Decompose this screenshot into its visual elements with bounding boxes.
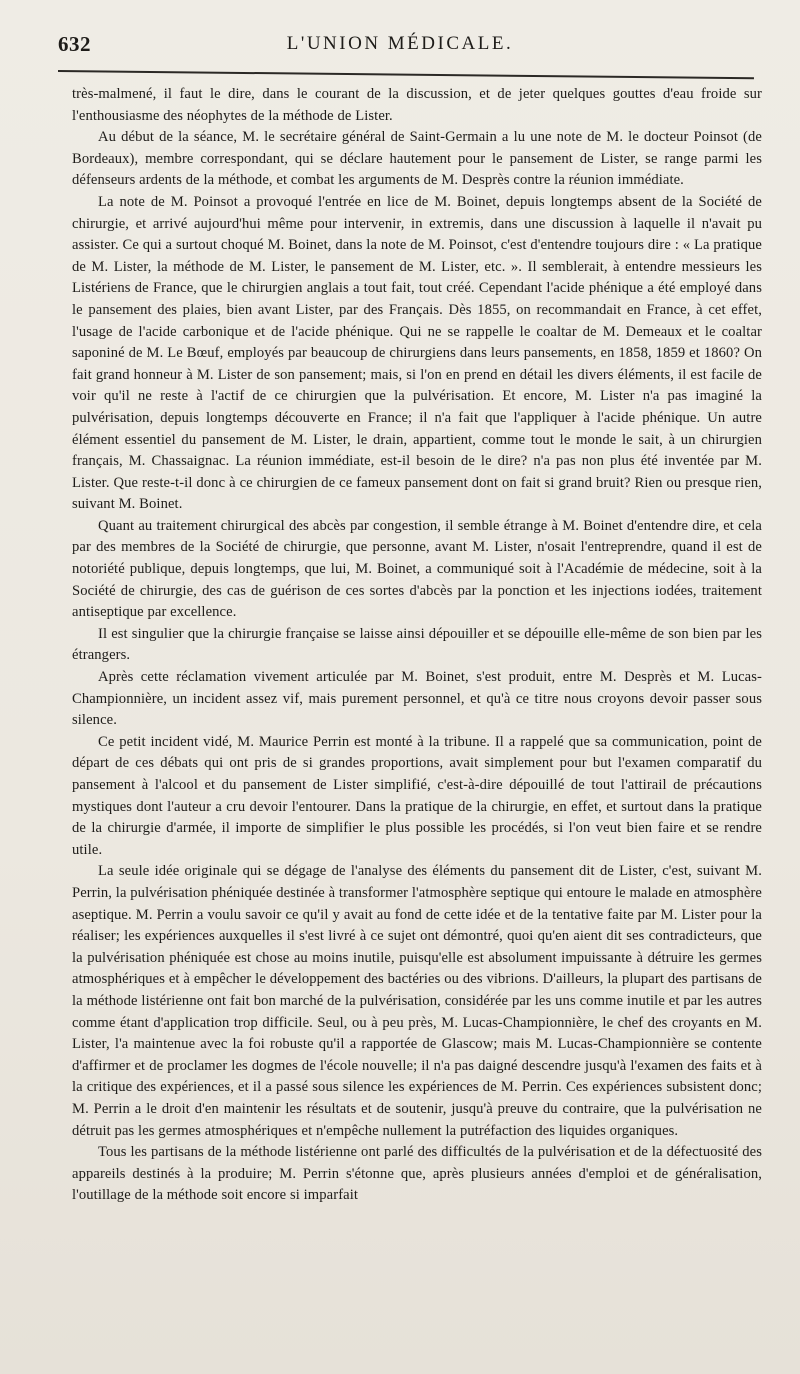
paragraph: La seule idée originale qui se dégage de l'analyse des éléments du pansement dit de Lister, c'est, suivant M. Perrin, la pulvérisation phéniquée destinée à transformer l'atmosphère septique qui entoure le malade en atmosphère aseptique. M. Perrin a voulu savoir ce qu'il y avait au fond de cette idée et de la tentative faite par M. Lister pour la réaliser; les expériences auxquelles il s'est livré à ce sujet ont démontré, quoi qu'en aient dit ses contradicteurs, que la pulvérisation phéniquée est chose au moins inutile, puisqu'elle est absolument impuissante à détruire les germes atmosphériques et à empêcher le développement des bactéries ou des vibrions. D'ailleurs, la plupart des partisans de la méthode listérienne ont fait bon marché de la pulvérisation, considérée par les uns comme inutile et par les autres comme étant d'application trop difficile. Seul, ou à peu près, M. Lucas-Championnière, le chef des croyants en M. Lister, l'a maintenue avec la foi robuste qu'il a rapportée de Glascow; mais M. Lucas-Championnière se contente d'affirmer et de proclamer les dogmes de l'école nouvelle; il n'a pas daigné descendre jusqu'à l'examen des faits et à la critique des expériences, et il a passé sous silence les expériences de M. Perrin. Ces expériences subsistent donc; M. Perrin a le droit d'en maintenir les résultats et de soutenir, jusqu'à preuve du contraire, que la pulvérisation ne détruit pas les germes atmosphériques et n'empêche nullement la putréfaction des liquides organiques. <box>72 863 762 1139</box>
running-head: L'UNION MÉDICALE. <box>286 33 514 54</box>
page-header <box>58 32 742 62</box>
page-number: 632 <box>58 32 91 56</box>
paragraph: La note de M. Poinsot a provoqué l'entrée en lice de M. Boinet, depuis longtemps absent de la Société de chirurgie, et arrivé aujourd'hui même pour intervenir, in extremis, dans une discussion à laquelle il n'avait pu assister. Ce qui a surtout choqué M. Boinet, dans la note de M. Poinsot, c'est d'entendre toujours dire : « La pratique de M. Lister, la méthode de M. Lister, le pansement de M. Lister, etc. ». Il semblerait, à entendre messieurs les Listériens de France, que le chirurgien anglais a tout fait, tout créé. Cependant l'acide phénique a été employé dans le pansement des plaies, bien avant Lister, par des Français. Dès 1855, on recommandait en France, à cet effet, l'usage de l'acide carbonique et de l'acide phénique. Qui ne se rappelle le coaltar de M. Demeaux et le coaltar saponiné de M. Le Bœuf, employés par beaucoup de chirurgiens dans leurs pansements, en 1858, 1859 et 1860? On fait grand honneur à M. Lister de son pansement; mais, si l'on en prend en détail les divers éléments, il est facile de voir qu'il ne reste à l'actif de ce chirurgien que la pulvérisation. Et encore, M. Lister n'a pas imaginé la pulvérisation, depuis longtemps découverte en France; il n'a fait que l'appliquer à l'acide phénique. Un autre élément essentiel du pansement de M. Lister, le drain, appartient, comme tout le monde le sait, à un chirurgien français, M. Chassaignac. La réunion immédiate, est-il besoin de le dire? n'a pas non plus été inventée par M. Lister. Que reste-t-il donc à ce chirurgien de ce fameux pansement dont on fait si grand bruit? Rien ou presque rien, suivant M. Boinet. <box>72 193 762 513</box>
paragraph: Il est singulier que la chirurgie française se laisse ainsi dépouiller et se dépouille elle-même de son bien par les étrangers. <box>72 625 762 664</box>
header-rule <box>58 70 754 79</box>
paragraph: Quant au traitement chirurgical des abcès par congestion, il semble étrange à M. Boinet d'entendre dire, et cela par des membres de la Société de chirurgie, que personne, avant M. Lister, n'osait l'entreprendre, quand il est de notoriété publique, depuis longtemps, que lui, M. Boinet, a communiqué soit à l'Académie de médecine, soit à la Société de chirurgie, des cas de guérison de ces sortes d'abcès par la ponction et les injections iodées, traitement antiseptique par excellence. <box>72 517 762 621</box>
article-body <box>72 84 762 1366</box>
paragraph: Après cette réclamation vivement articulée par M. Boinet, s'est produit, entre M. Desprès et M. Lucas-Championnière, un incident assez vif, mais purement personnel, et qu'à ce titre nous croyons devoir passer sous silence. <box>72 669 762 729</box>
paragraph: Tous les partisans de la méthode listérienne ont parlé des difficultés de la pulvérisation et de la défectuosité des appareils destinés à la produire; M. Perrin s'étonne que, après plusieurs années d'emploi et de généralisation, l'outillage de la méthode soit encore si imparfait <box>72 1144 762 1204</box>
paragraph: Au début de la séance, M. le secrétaire général de Saint-Germain a lu une note de M. le docteur Poinsot (de Bordeaux), membre correspondant, qui se déclare hautement pour le pansement de Lister, se range parmi les défenseurs ardents de la méthode, et combat les arguments de M. Desprès contre la réunion immédiate. <box>72 129 762 189</box>
paragraph-continued: très-malmené, il faut le dire, dans le courant de la discussion, et de jeter quelques gouttes d'eau froide sur l'enthousiasme des néophytes de la méthode de Lister. <box>72 86 762 124</box>
paragraph: Ce petit incident vidé, M. Maurice Perrin est monté à la tribune. Il a rappelé que sa communication, point de départ de ces débats qui ont pris de si grandes proportions, avait simplement pour but l'examen comparatif du pansement à l'alcool et du pansement de Lister simplifié, c'est-à-dire dépouillé de tout l'attirail de précautions mystiques dont l'auteur a cru devoir l'entourer. Dans la pratique de la chirurgie, en effet, et surtout dans la pratique de la chirurgie d'armée, il importe de simplifier le plus possible les procédés, si l'on veut bien faire et se rendre utile. <box>72 733 762 858</box>
